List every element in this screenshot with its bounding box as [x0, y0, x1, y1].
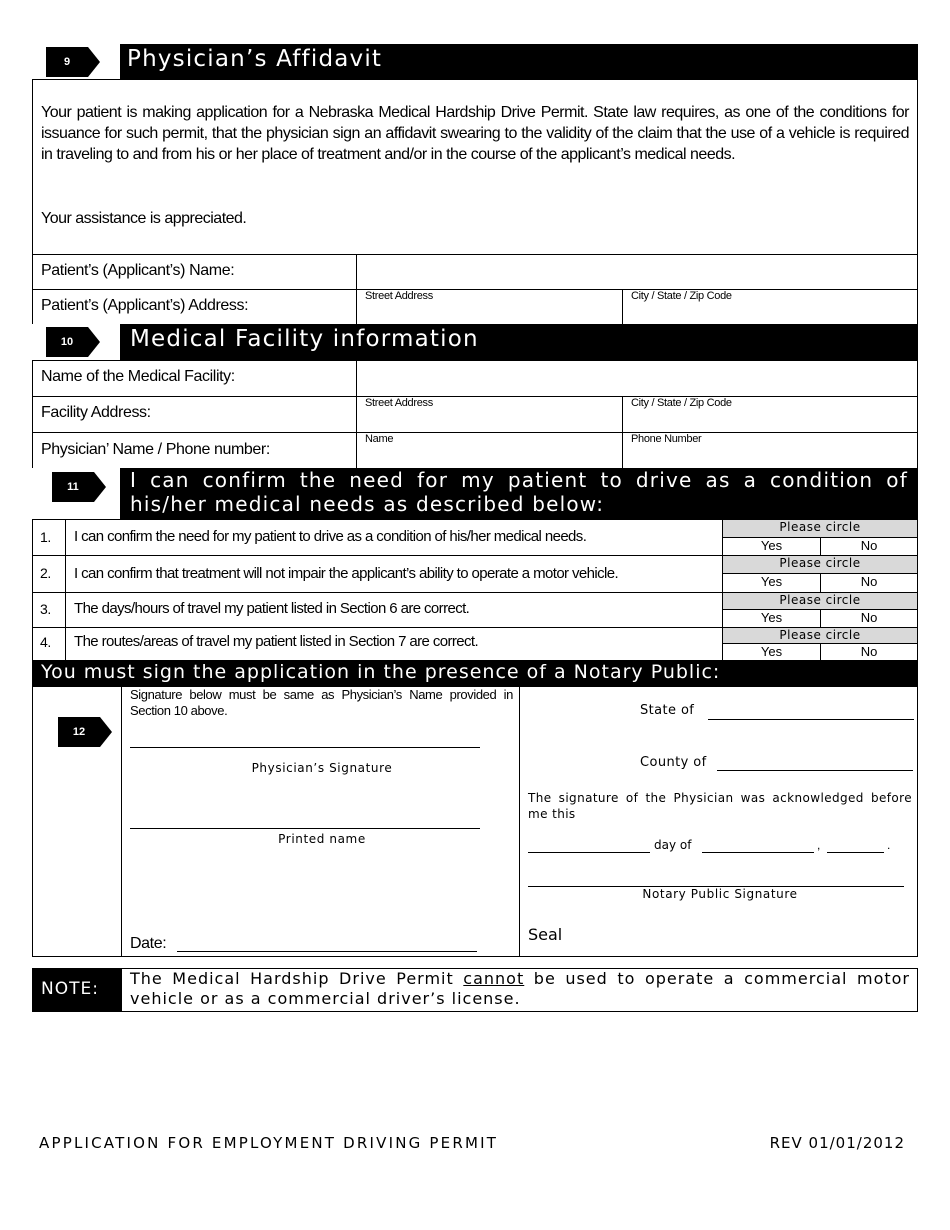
- patient-address-label-cell: [32, 289, 357, 325]
- please-circle-label: Please circle: [722, 519, 918, 538]
- printed-name-line[interactable]: [130, 828, 480, 829]
- footer-revision: REV 01/01/2012: [769, 1134, 905, 1152]
- section-9-header: [32, 44, 918, 80]
- county-line[interactable]: [717, 770, 913, 771]
- patient-city-field[interactable]: [622, 289, 918, 325]
- note-text: [130, 969, 910, 1009]
- county-of-label: County of: [640, 755, 707, 770]
- note-text-cell: [121, 968, 918, 1012]
- day-of-label: day of: [654, 838, 692, 852]
- section-10-title: Medical Facility information: [130, 326, 479, 352]
- facility-name-label-cell: [32, 360, 357, 397]
- note-text-emphasis: cannot: [463, 969, 525, 988]
- street-address-sublabel: Street Address: [365, 290, 433, 302]
- please-circle-label: Please circle: [722, 592, 918, 610]
- footer-form-title: APPLICATION FOR EMPLOYMENT DRIVING PERMIT: [39, 1134, 499, 1152]
- notary-banner-text: You must sign the application in the presence of a Notary Public:: [41, 661, 721, 683]
- section-11-header: [32, 468, 918, 520]
- arrow-icon: [94, 472, 106, 502]
- item-text: I can confirm that treatment will not impair the applicant’s ability to operate a motor vehicle.: [74, 565, 619, 582]
- please-circle-label: Please circle: [722, 555, 918, 574]
- arrow-icon: [100, 717, 112, 747]
- period: .: [887, 838, 891, 852]
- yes-option[interactable]: Yes: [722, 537, 821, 556]
- arrow-icon: [88, 47, 100, 77]
- year-line[interactable]: [827, 852, 884, 853]
- phone-number-sublabel: Phone Number: [631, 433, 702, 445]
- section-12-badge: 12: [58, 717, 100, 747]
- item-number: 4.: [40, 634, 51, 650]
- section-10-badge: 10: [46, 327, 88, 357]
- physician-phone-field[interactable]: [622, 432, 918, 469]
- item-3-text-cell: [65, 592, 723, 628]
- patient-address-label: Patient’s (Applicant’s) Address:: [41, 297, 249, 314]
- arrow-icon: [88, 327, 100, 357]
- affidavit-thanks: Your assistance is appreciated.: [41, 210, 247, 227]
- seal-label: Seal: [528, 925, 563, 944]
- name-sublabel: Name: [365, 433, 394, 445]
- note-label-cell: [32, 968, 122, 1012]
- no-option[interactable]: No: [820, 609, 918, 628]
- city-state-zip-sublabel: City / State / Zip Code: [631, 290, 732, 302]
- acknowledged-text: The signature of the Physician was acknowledged before me this: [528, 791, 912, 821]
- note-text-before: The Medical Hardship Drive Permit: [130, 969, 464, 988]
- section-11-badge: 11: [52, 472, 94, 502]
- city-state-zip-sublabel: City / State / Zip Code: [631, 397, 732, 409]
- facility-address-label-cell: [32, 396, 357, 433]
- item-text: The days/hours of travel my patient listed in Section 6 are correct.: [74, 600, 470, 617]
- physician-signature-line[interactable]: [130, 747, 480, 748]
- item-1-text-cell: [65, 519, 723, 556]
- section-10-header: [32, 324, 918, 361]
- printed-name-caption: Printed name: [278, 832, 366, 846]
- patient-street-field[interactable]: [356, 289, 623, 325]
- patient-name-label: Patient’s (Applicant’s) Name:: [41, 262, 235, 279]
- section-11-title: I can confirm the need for my patient to drive as a condition of his/her medical needs as described below:: [130, 468, 908, 516]
- date-label: Date:: [130, 935, 167, 952]
- facility-street-field[interactable]: [356, 396, 623, 433]
- facility-city-field[interactable]: [622, 396, 918, 433]
- note-text-after: be used to operate a commercial motor vehicle or as a commercial driver’s license.: [130, 969, 910, 1008]
- signature-instruction: Signature below must be same as Physician’s Name provided in Section 10 above.: [130, 687, 513, 718]
- state-line[interactable]: [708, 719, 914, 720]
- item-number: 3.: [40, 601, 51, 617]
- facility-name-field[interactable]: [356, 360, 918, 397]
- yes-option[interactable]: Yes: [722, 609, 821, 628]
- notary-banner: [32, 660, 918, 687]
- physician-label: Physician’ Name / Phone number:: [41, 441, 270, 458]
- item-text: I can confirm the need for my patient to drive as a condition of his/her medical needs.: [74, 528, 587, 545]
- please-circle-label: Please circle: [722, 627, 918, 644]
- date-line[interactable]: [177, 951, 477, 952]
- section-12-badge-cell: [32, 686, 122, 957]
- item-2-text-cell: [65, 555, 723, 593]
- physician-name-field[interactable]: [356, 432, 623, 469]
- item-1-number-cell: [32, 519, 66, 556]
- item-text: The routes/areas of travel my patient listed in Section 7 are correct.: [74, 633, 479, 650]
- physician-label-cell: [32, 432, 357, 469]
- month-line[interactable]: [702, 852, 814, 853]
- section-9-title: Physician’s Affidavit: [127, 46, 383, 72]
- physician-signature-panel: [121, 686, 520, 957]
- yes-option[interactable]: Yes: [722, 573, 821, 593]
- notary-signature-caption: Notary Public Signature: [642, 887, 798, 901]
- note-label: NOTE:: [41, 979, 99, 999]
- state-of-label: State of: [640, 703, 695, 718]
- affidavit-intro: Your patient is making application for a Nebraska Medical Hardship Drive Permit. State law requires, as one of the conditions for issuance for such permit, that the physician sign an affidavit swearing to the validity of the claim that the use of a vehicle is required in traveling to and from his or her place of treatment and/or in the course of the applicant’s medical needs.: [41, 104, 909, 163]
- day-line[interactable]: [528, 852, 650, 853]
- item-3-number-cell: [32, 592, 66, 628]
- no-option[interactable]: No: [820, 573, 918, 593]
- street-address-sublabel: Street Address: [365, 397, 433, 409]
- item-4-number-cell: [32, 627, 66, 661]
- yes-option[interactable]: Yes: [722, 643, 821, 661]
- no-option[interactable]: No: [820, 537, 918, 556]
- item-4-text-cell: [65, 627, 723, 661]
- patient-name-label-cell: [32, 254, 357, 290]
- comma: ,: [817, 838, 821, 852]
- affidavit-intro-box: [32, 79, 918, 255]
- facility-name-label: Name of the Medical Facility:: [41, 368, 235, 385]
- item-2-number-cell: [32, 555, 66, 593]
- item-number: 2.: [40, 565, 51, 581]
- notary-panel: [519, 686, 918, 957]
- item-number: 1.: [40, 529, 51, 545]
- physician-signature-caption: Physician’s Signature: [251, 761, 393, 775]
- patient-name-field[interactable]: [356, 254, 918, 290]
- section-9-badge: 9: [46, 47, 88, 77]
- no-option[interactable]: No: [820, 643, 918, 661]
- facility-address-label: Facility Address:: [41, 404, 151, 421]
